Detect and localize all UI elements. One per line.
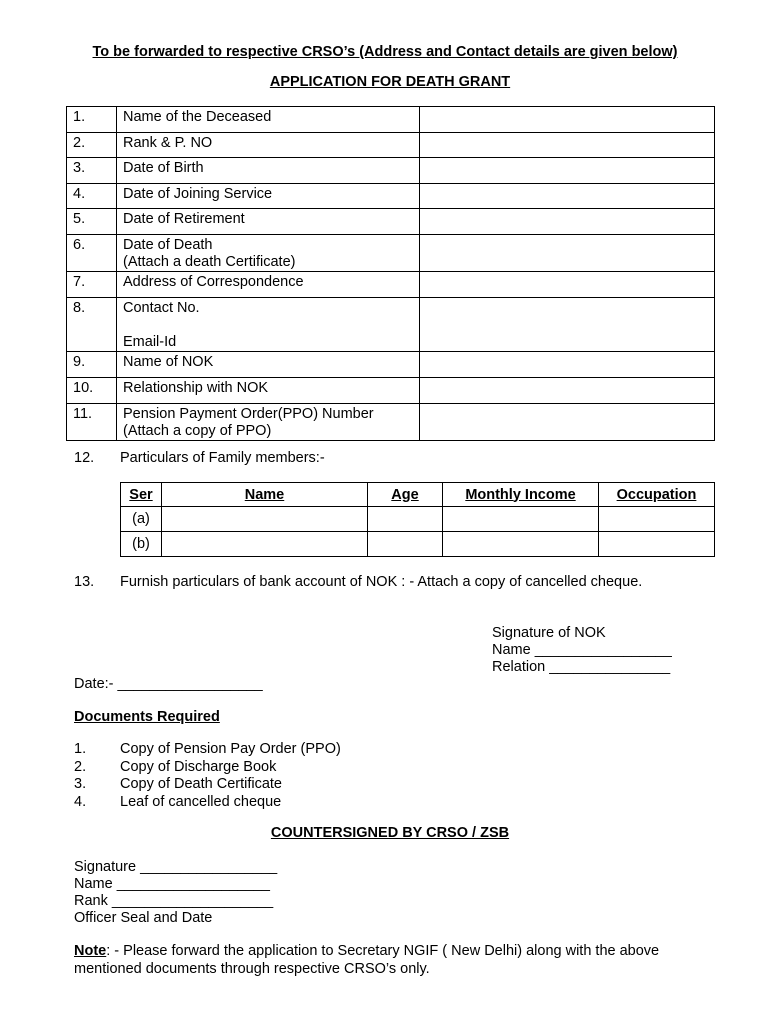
form-row-value-field[interactable]: [420, 133, 715, 158]
form-row-label: [117, 107, 420, 133]
officer-signature-line[interactable]: Signature _________________: [74, 859, 278, 875]
form-row: [67, 209, 715, 235]
note-label: Note: [74, 943, 107, 959]
note-paragraph: [74, 943, 714, 978]
form-row-label-line: Date of Birth: [123, 160, 204, 176]
list-item: [74, 741, 341, 759]
officer-rank-line[interactable]: Rank ____________________: [74, 893, 274, 909]
form-row-value-field[interactable]: [420, 404, 715, 441]
form-row-number: 2.: [67, 133, 117, 158]
applicant-details-table: [66, 106, 715, 441]
nok-signature-block: [492, 625, 672, 676]
form-row-label: [117, 298, 420, 352]
form-row-label-line: Name of the Deceased: [123, 109, 272, 125]
list-item-text: Copy of Pension Pay Order (PPO): [120, 741, 341, 757]
list-item-number: 3.: [74, 776, 87, 792]
forward-instruction: To be forwarded to respective CRSO’s (Address and Contact details are given below): [92, 44, 678, 60]
form-row-label: [117, 133, 420, 158]
form-row-value-field[interactable]: [420, 107, 715, 133]
form-row-number: 10.: [67, 378, 117, 404]
family-section-label: Particulars of Family members:-: [120, 450, 325, 466]
form-row-value-field[interactable]: [420, 235, 715, 272]
form-row-label-line: Rank & P. NO: [123, 135, 213, 151]
family-members-table: [120, 482, 715, 557]
family-row-ser: (a): [121, 507, 162, 532]
column-header-age: Age: [368, 483, 443, 507]
form-row-label-line: (Attach a death Certificate): [123, 254, 296, 270]
form-row: [67, 352, 715, 378]
list-item-text: Leaf of cancelled cheque: [120, 793, 282, 810]
form-row: [67, 404, 715, 441]
form-row-label-line: Pension Payment Order(PPO) Number: [123, 406, 374, 422]
family-occupation-field[interactable]: [599, 532, 715, 557]
list-item-number: 2.: [74, 758, 87, 775]
form-row-number: 8.: [67, 298, 117, 352]
form-row-label-line: Name of NOK: [123, 354, 214, 370]
form-row-label: [117, 158, 420, 184]
form-row-label: [117, 209, 420, 235]
column-header-ser: Ser: [121, 483, 162, 507]
list-item: [74, 794, 341, 812]
note-text: : - Please forward the application to Secretary NGIF ( New Delhi) along with the above mentioned documents through respective CRSO’s only.: [74, 943, 660, 977]
form-row-number: 6.: [67, 235, 117, 272]
family-occupation-field[interactable]: [599, 507, 715, 532]
nok-name-line[interactable]: Name _________________: [492, 642, 672, 658]
form-row-value-field[interactable]: [420, 184, 715, 209]
family-income-field[interactable]: [443, 532, 599, 557]
form-row-number: 7.: [67, 272, 117, 298]
form-row-number: 9.: [67, 352, 117, 378]
form-row-label-line: Relationship with NOK: [123, 380, 269, 396]
form-row-value-field[interactable]: [420, 272, 715, 298]
form-row-label-line: Contact No.: [123, 300, 200, 316]
list-item: [74, 759, 341, 777]
form-row-number: 4.: [67, 184, 117, 209]
family-income-field[interactable]: [443, 507, 599, 532]
officer-seal-label: Officer Seal and Date: [74, 910, 213, 926]
family-row: [121, 507, 715, 532]
officer-name-line[interactable]: Name ___________________: [74, 876, 270, 892]
family-age-field[interactable]: [368, 507, 443, 532]
family-name-field[interactable]: [162, 532, 368, 557]
documents-heading: Documents Required: [74, 709, 220, 725]
form-row-label: [117, 272, 420, 298]
family-age-field[interactable]: [368, 532, 443, 557]
list-item-text: Copy of Discharge Book: [120, 758, 277, 775]
form-row-number: 1.: [67, 107, 117, 133]
bank-section-text: Furnish particulars of bank account of NOK : - Attach a copy of cancelled cheque.: [120, 574, 643, 590]
form-row-label: [117, 235, 420, 272]
form-row: [67, 184, 715, 209]
form-row: [67, 235, 715, 272]
family-section-number: 12.: [74, 450, 95, 466]
form-row: [67, 133, 715, 158]
form-row-value-field[interactable]: [420, 378, 715, 404]
form-row: [67, 107, 715, 133]
form-row-label: [117, 352, 420, 378]
form-row-number: 3.: [67, 158, 117, 184]
form-row-label: [117, 378, 420, 404]
form-row-value-field[interactable]: [420, 298, 715, 352]
form-row-label-line: [123, 317, 413, 334]
form-row-label-line: Date of Retirement: [123, 211, 245, 227]
form-row: [67, 272, 715, 298]
form-row-label: [117, 184, 420, 209]
form-row-label-line: Date of Joining Service: [123, 186, 273, 202]
column-header-occupation: Occupation: [599, 483, 715, 507]
form-row-label-line: Address of Correspondence: [123, 274, 304, 290]
form-row: [67, 378, 715, 404]
form-row-value-field[interactable]: [420, 352, 715, 378]
list-item-text: Copy of Death Certificate: [120, 776, 282, 792]
form-row-label: [117, 404, 420, 441]
documents-list: [74, 741, 341, 811]
family-row-ser: (b): [121, 532, 162, 557]
list-item-number: 4.: [74, 793, 87, 810]
form-row: [67, 298, 715, 352]
column-header-monthly-income: Monthly Income: [443, 483, 599, 507]
nok-relation-line[interactable]: Relation _______________: [492, 659, 671, 675]
form-row-label-line: Date of Death: [123, 237, 213, 253]
bank-section-number: 13.: [74, 574, 95, 590]
form-row-label-line: (Attach a copy of PPO): [123, 423, 272, 439]
countersign-heading: COUNTERSIGNED BY CRSO / ZSB: [270, 825, 510, 841]
form-row-label-line: Email-Id: [123, 334, 177, 350]
form-row: [67, 158, 715, 184]
date-line[interactable]: Date:- __________________: [74, 676, 263, 692]
officer-signature-block: [74, 859, 277, 927]
form-row-value-field[interactable]: [420, 158, 715, 184]
form-row-number: 5.: [67, 209, 117, 235]
list-item-number: 1.: [74, 741, 87, 757]
form-row-number: 11.: [67, 404, 117, 441]
column-header-name: Name: [162, 483, 368, 507]
nok-signature-label: Signature of NOK: [492, 625, 606, 641]
page-title: APPLICATION FOR DEATH GRANT: [269, 74, 511, 90]
family-name-field[interactable]: [162, 507, 368, 532]
form-row-value-field[interactable]: [420, 209, 715, 235]
family-row: [121, 532, 715, 557]
list-item: [74, 776, 341, 794]
